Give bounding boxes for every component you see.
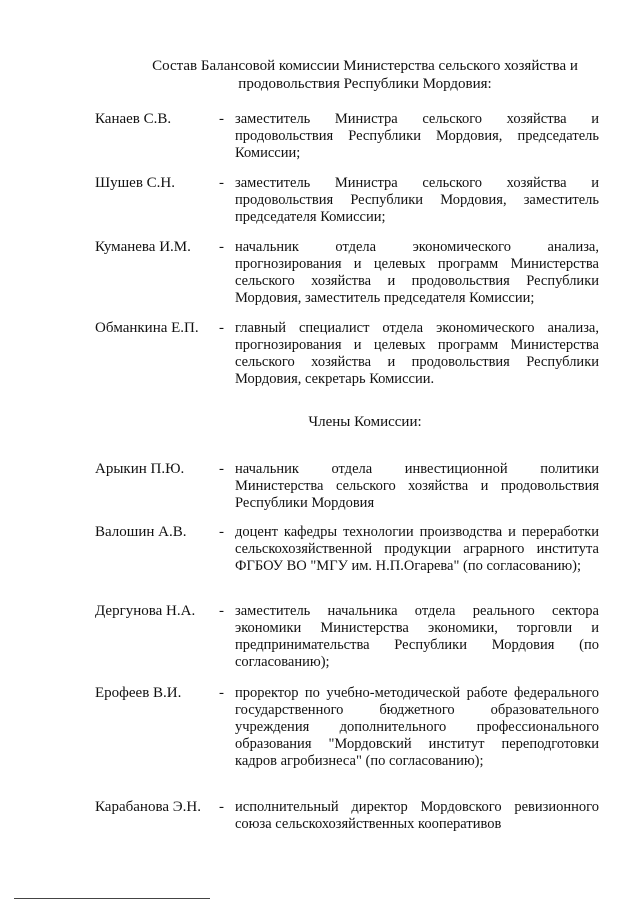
member-name: Арыкин П.Ю. xyxy=(95,461,185,477)
member-role: начальник отдела инвестиционной политики Министерства сельского хозяйства и продовольствия Республики Мордовия xyxy=(235,461,599,511)
footnote-divider xyxy=(14,898,210,899)
member-name: Куманева И.М. xyxy=(95,239,191,255)
member-name: Ерофеев В.И. xyxy=(95,685,182,701)
dash-separator: - xyxy=(219,320,224,336)
member-name: Валошин А.В. xyxy=(95,524,187,540)
document-title: Состав Балансовой комиссии Министерства сельского хозяйства и продовольствия Республики Мордовия: xyxy=(152,58,578,92)
member-name: Канаев С.В. xyxy=(95,111,172,127)
dash-separator: - xyxy=(219,111,224,127)
member-role: заместитель начальника отдела реального сектора экономики Министерства экономики, торговли и предпринимательства Республики Мордовия (по согласованию); xyxy=(235,603,599,670)
member-role: заместитель Министра сельского хозяйства и продовольствия Республики Мордовия, заместитель председателя Комиссии; xyxy=(235,175,599,225)
dash-separator: - xyxy=(219,524,224,540)
member-role: исполнительный директор Мордовского ревизионного союза сельскохозяйственных кооперативов xyxy=(235,799,599,832)
dash-separator: - xyxy=(219,685,224,701)
member-name: Карабанова Э.Н. xyxy=(95,799,201,815)
dash-separator: - xyxy=(219,239,224,255)
member-role: заместитель Министра сельского хозяйства и продовольствия Республики Мордовия, председатель Комиссии; xyxy=(235,111,599,161)
dash-separator: - xyxy=(219,799,224,815)
member-role: доцент кафедры технологии производства и переработки сельскохозяйственной продукции аграрного института ФГБОУ ВО "МГУ им. Н.П.Огарева" (по согласованию); xyxy=(235,524,599,574)
dash-separator: - xyxy=(219,603,224,619)
member-name: Дергунова Н.А. xyxy=(95,603,196,619)
member-name: Обманкина Е.П. xyxy=(95,320,199,336)
members-heading: Члены Комиссии: xyxy=(308,414,422,430)
dash-separator: - xyxy=(219,461,224,477)
member-role: проректор по учебно-методической работе федерального государственного бюджетного образовательного учреждения дополнительного профессионального образования "Мордовский институт переподготовки кадров агробизнеса" (по согласованию); xyxy=(235,685,599,769)
member-name: Шушев С.Н. xyxy=(95,175,176,191)
dash-separator: - xyxy=(219,175,224,191)
member-role: главный специалист отдела экономического анализа, прогнозирования и целевых программ Министерства сельского хозяйства и продовольствия Республики Мордовия, секретарь Комиссии. xyxy=(235,320,599,387)
member-role: начальник отдела экономического анализа, прогнозирования и целевых программ Министерства сельского хозяйства и продовольствия Республики Мордовия, заместитель председателя Комиссии; xyxy=(235,239,599,306)
